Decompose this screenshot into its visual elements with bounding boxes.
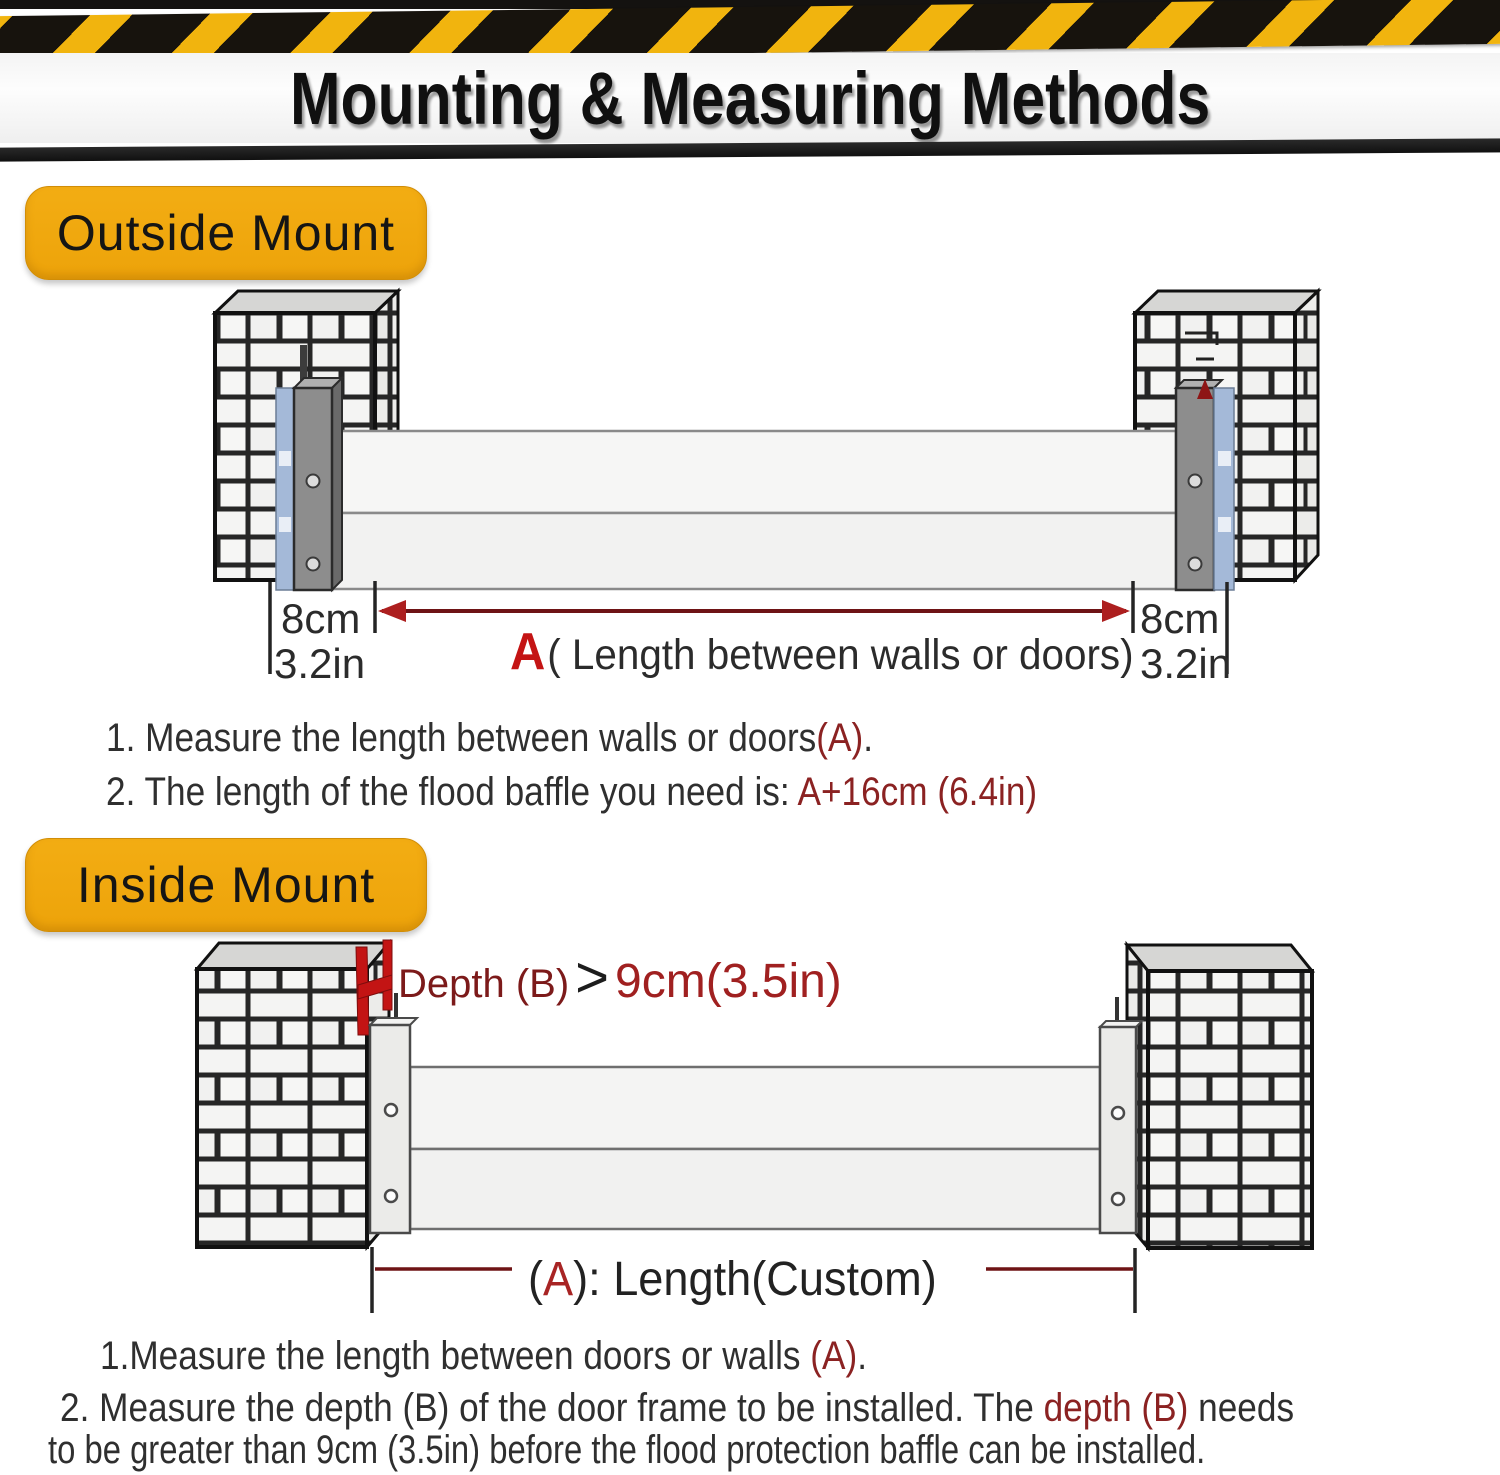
inside-mount-badge <box>25 838 427 932</box>
step-suffix: . <box>857 1334 868 1378</box>
step-text: 2. Measure the depth (B) of the door frame to be installed. The <box>60 1386 1044 1430</box>
screw-icon <box>385 1190 397 1202</box>
dimension-a-letter: A <box>510 623 546 681</box>
inside-step-2 <box>60 1386 1294 1431</box>
right-measure-in: 3.2in <box>1140 640 1232 687</box>
width-arrow <box>378 600 1130 622</box>
left-measure-in: 3.2in <box>274 640 366 687</box>
step-highlight: A+16cm (6.4in) <box>797 770 1038 814</box>
depth-label-name: Depth (B) <box>398 962 570 1006</box>
outside-mount-badge <box>25 186 427 280</box>
side-channel-right <box>1100 997 1142 1233</box>
screw-icon <box>1112 1107 1124 1119</box>
page-title: Mounting & Measuring Methods <box>289 56 1211 140</box>
flood-barrier-panels <box>410 1067 1100 1229</box>
step-text: 1. Measure the length between walls or doors <box>106 716 817 760</box>
seal-strip-left <box>276 388 294 590</box>
brick-pillar-right <box>1127 945 1312 1248</box>
screw-icon <box>1189 475 1202 488</box>
step-suffix: needs <box>1188 1386 1295 1430</box>
inside-mount-badge-label: Inside Mount <box>76 857 376 913</box>
depth-requirement-label <box>398 944 842 1011</box>
seal-strip-right <box>1214 388 1234 590</box>
step-highlight: depth (B) <box>1043 1386 1189 1430</box>
inside-step-2-continued <box>48 1428 1205 1473</box>
inside-step-1 <box>100 1334 867 1379</box>
screw-icon <box>385 1104 397 1116</box>
length-label-text: ): Length(Custom) <box>573 1253 937 1306</box>
outside-step-2 <box>106 770 1037 815</box>
dimension-a-text: ( Length between walls or doors) <box>547 631 1134 679</box>
side-channel-left <box>370 1018 417 1233</box>
outside-step-1 <box>106 716 873 761</box>
left-measure-cm: 8cm <box>281 595 361 642</box>
hazard-banner <box>0 0 1500 58</box>
greater-than-sign: > <box>575 945 610 1010</box>
outside-mount-badge-label: Outside Mount <box>56 205 396 261</box>
screw-icon <box>1112 1193 1124 1205</box>
step-highlight: (A) <box>810 1334 858 1378</box>
right-measure-cm: 8cm <box>1140 595 1220 642</box>
flood-barrier-panels <box>332 431 1176 589</box>
screw-icon <box>307 558 320 571</box>
step-text: 1.Measure the length between doors or walls <box>100 1334 811 1378</box>
screw-icon <box>307 475 320 488</box>
length-open-paren: ( <box>528 1253 544 1306</box>
screw-icon <box>1189 558 1202 571</box>
step-text: to be greater than 9cm (3.5in) before the flood protection baffle can be installed. <box>48 1428 1206 1472</box>
step-highlight: (A) <box>816 716 864 760</box>
step-suffix: . <box>863 716 874 760</box>
mounting-channel-left <box>294 345 342 590</box>
title-band <box>0 53 1500 143</box>
dimension-a-letter: A <box>543 1253 574 1306</box>
depth-label-value: 9cm(3.5in) <box>615 955 842 1008</box>
step-text: 2. The length of the flood baffle you need is: <box>106 770 798 814</box>
length-between-walls-label <box>510 622 1134 682</box>
custom-length-label <box>528 1252 937 1307</box>
